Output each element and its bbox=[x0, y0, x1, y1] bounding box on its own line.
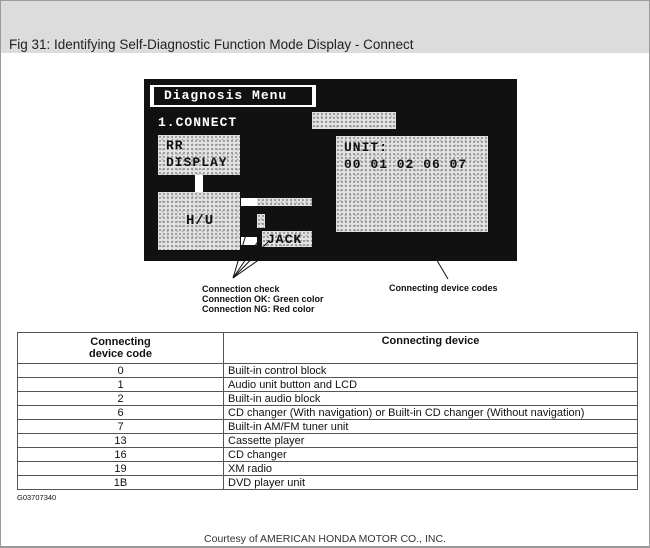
rr-display-line2: DISPLAY bbox=[166, 155, 228, 170]
device-code-table bbox=[17, 332, 638, 490]
mode-label: 1.CONNECT bbox=[158, 115, 238, 130]
header-code-line1: Connecting bbox=[90, 336, 151, 348]
title-bar bbox=[1, 1, 649, 53]
unit-label: UNIT: bbox=[344, 140, 389, 155]
table-row bbox=[18, 476, 638, 490]
device-code-cell: 7 bbox=[18, 420, 224, 434]
table-row bbox=[18, 462, 638, 476]
device-name-cell: DVD player unit bbox=[224, 476, 638, 490]
rr-display-line1: RR bbox=[166, 138, 184, 153]
reference-code: G03707340 bbox=[17, 493, 57, 502]
device-name-cell: Built-in audio block bbox=[224, 392, 638, 406]
device-name-cell: Built-in control block bbox=[224, 364, 638, 378]
device-name-cell: XM radio bbox=[224, 462, 638, 476]
device-code-cell: 1 bbox=[18, 378, 224, 392]
device-name-cell: Built-in AM/FM tuner unit bbox=[224, 420, 638, 434]
leader-line-4 bbox=[233, 247, 277, 278]
jack-label: JACK bbox=[267, 232, 303, 247]
header-code-line2: device code bbox=[89, 348, 152, 360]
header-device-code bbox=[18, 333, 224, 364]
device-code-cell: 16 bbox=[18, 448, 224, 462]
callout-device-codes: Connecting device codes bbox=[389, 283, 498, 293]
device-name-cell: Audio unit button and LCD bbox=[224, 378, 638, 392]
figure-title: Fig 31: Identifying Self-Diagnostic Function Mode Display - Connect bbox=[9, 37, 414, 52]
device-name-cell: CD changer (With navigation) or Built-in CD changer (Without navigation) bbox=[224, 406, 638, 420]
header-connecting-device: Connecting device bbox=[224, 333, 638, 364]
head-unit-label: H/U bbox=[186, 213, 215, 229]
table-row bbox=[18, 378, 638, 392]
device-code-cell: 0 bbox=[18, 364, 224, 378]
table-row bbox=[18, 364, 638, 378]
device-name-cell: Cassette player bbox=[224, 434, 638, 448]
callout-connection-ng: Connection NG: Red color bbox=[202, 304, 315, 314]
leader-line-1 bbox=[233, 240, 259, 278]
leader-line-device-codes bbox=[432, 252, 448, 279]
unit-codes: 00 01 02 06 07 bbox=[344, 157, 468, 172]
table-row bbox=[18, 448, 638, 462]
device-code-cell: 2 bbox=[18, 392, 224, 406]
device-code-cell: 13 bbox=[18, 434, 224, 448]
device-code-cell: 1B bbox=[18, 476, 224, 490]
callout-connection-ok: Connection OK: Green color bbox=[202, 294, 324, 304]
table-header-row bbox=[18, 333, 638, 364]
device-name-cell: CD changer bbox=[224, 448, 638, 462]
table-row bbox=[18, 420, 638, 434]
table-row bbox=[18, 406, 638, 420]
menu-title: Diagnosis Menu bbox=[164, 88, 288, 103]
table-row bbox=[18, 392, 638, 406]
table-row bbox=[18, 434, 638, 448]
diagnosis-diagram bbox=[1, 53, 649, 328]
courtesy-line: Courtesy of AMERICAN HONDA MOTOR CO., INC. bbox=[204, 533, 446, 545]
device-code-cell: 6 bbox=[18, 406, 224, 420]
callout-leaders bbox=[1, 53, 649, 328]
device-code-cell: 19 bbox=[18, 462, 224, 476]
callout-connection-check: Connection check bbox=[202, 284, 280, 294]
